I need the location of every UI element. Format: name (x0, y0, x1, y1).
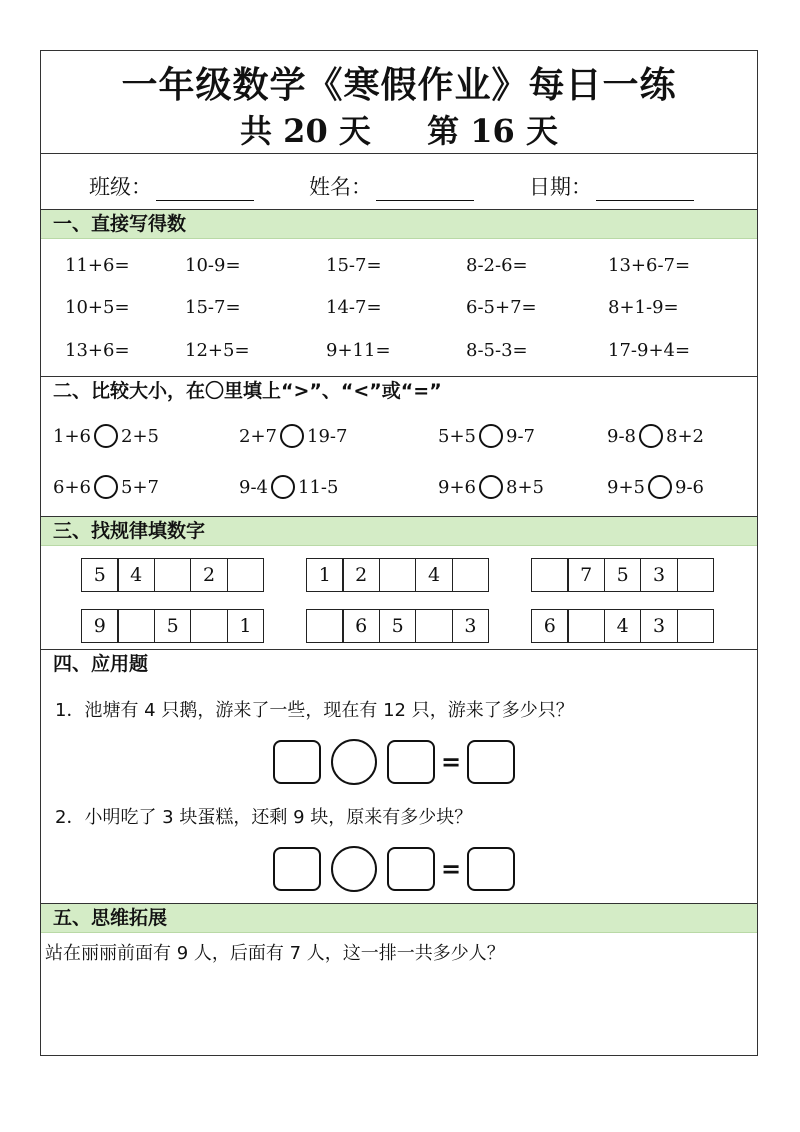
pattern-cell: 5 (154, 609, 192, 643)
pattern-cell: 4 (117, 558, 155, 592)
answer-box[interactable] (387, 740, 435, 784)
number-pattern-strip (531, 558, 714, 592)
answer-equation-2 (273, 846, 515, 892)
result-box[interactable] (467, 740, 515, 784)
compare-right: 9-6 (675, 476, 704, 498)
thinking-question: 站在丽丽前面有 9 人，后面有 7 人，这一排一共多少人？ (45, 943, 505, 964)
class-field (89, 171, 254, 201)
worksheet (40, 50, 758, 1056)
operator-circle[interactable] (331, 846, 377, 892)
compare-problem (607, 424, 704, 448)
compare-problem (438, 424, 535, 448)
pattern-cell[interactable] (415, 609, 453, 643)
pattern-cell: 1 (306, 558, 344, 592)
calc-problem: 8+1-9= (608, 297, 679, 318)
compare-problem (53, 424, 159, 448)
pattern-cell: 9 (81, 609, 119, 643)
name-blank[interactable] (376, 180, 474, 201)
pattern-cell: 3 (640, 609, 678, 643)
pattern-cell: 3 (452, 609, 490, 643)
pattern-cell[interactable] (531, 558, 569, 592)
compare-left: 1+6 (53, 425, 91, 447)
compare-right: 2+5 (121, 425, 159, 447)
compare-left: 5+5 (438, 425, 476, 447)
compare-problem (438, 475, 544, 499)
compare-right: 11-5 (298, 476, 339, 498)
calc-problem: 13+6= (65, 340, 130, 361)
compare-circle[interactable] (94, 424, 118, 448)
compare-right: 5+7 (121, 476, 159, 498)
compare-right: 8+2 (666, 425, 704, 447)
pattern-cell[interactable] (190, 609, 228, 643)
compare-left: 9-4 (239, 476, 268, 498)
compare-problem (607, 475, 704, 499)
name-field (309, 171, 474, 201)
compare-left: 6+6 (53, 476, 91, 498)
date-label: 日期： (529, 175, 592, 199)
calc-problem: 8-5-3= (466, 340, 528, 361)
calc-problem: 14-7= (326, 297, 382, 318)
compare-left: 9-8 (607, 425, 636, 447)
number-pattern-strip (306, 558, 489, 592)
pattern-cell: 5 (379, 609, 417, 643)
pattern-cell: 4 (604, 609, 642, 643)
date-blank[interactable] (596, 180, 694, 201)
date-field (529, 171, 694, 201)
compare-problem (53, 475, 159, 499)
answer-equation-1 (273, 739, 515, 785)
pattern-cell: 2 (342, 558, 380, 592)
calc-problem: 12+5= (185, 340, 250, 361)
result-box[interactable] (467, 847, 515, 891)
pattern-cell: 5 (81, 558, 119, 592)
operator-circle[interactable] (331, 739, 377, 785)
current-day: 第 16 天 (427, 112, 558, 150)
calc-problem: 8-2-6= (466, 255, 528, 276)
pattern-cell[interactable] (154, 558, 192, 592)
section-5-heading: 五、思维拓展 (41, 903, 757, 933)
compare-right: 8+5 (506, 476, 544, 498)
calc-problem: 11+6= (65, 255, 130, 276)
compare-circle[interactable] (648, 475, 672, 499)
pattern-cell[interactable] (677, 609, 715, 643)
student-info-row (41, 153, 757, 209)
answer-box[interactable] (273, 847, 321, 891)
compare-right: 9-7 (506, 425, 535, 447)
compare-circle[interactable] (280, 424, 304, 448)
title-block (41, 51, 757, 154)
pattern-cell: 2 (190, 558, 228, 592)
worksheet-title: 一年级数学《寒假作业》每日一练 (121, 65, 677, 106)
compare-left: 2+7 (239, 425, 277, 447)
number-pattern-strip (81, 609, 264, 643)
compare-circle[interactable] (94, 475, 118, 499)
compare-problem (239, 475, 338, 499)
pattern-cell[interactable] (452, 558, 490, 592)
calc-problem: 9+11= (326, 340, 391, 361)
calc-problem: 15-7= (185, 297, 241, 318)
total-days: 共 20 天 (240, 112, 371, 150)
word-problem-2: 2．小明吃了 3 块蛋糕，还剩 9 块，原来有多少块？ (55, 807, 473, 828)
compare-circle[interactable] (639, 424, 663, 448)
name-label: 姓名： (309, 175, 372, 199)
pattern-cell[interactable] (117, 609, 155, 643)
number-pattern-strip (81, 558, 264, 592)
pattern-cell[interactable] (227, 558, 265, 592)
calc-problem: 10-9= (185, 255, 241, 276)
pattern-cell: 3 (640, 558, 678, 592)
class-label: 班级： (89, 175, 152, 199)
section-1-heading: 一、直接写得数 (41, 209, 757, 239)
word-problem-1: 1．池塘有 4 只鹅，游来了一些，现在有 12 只，游来了多少只？ (55, 700, 574, 721)
compare-problem (239, 424, 347, 448)
compare-left: 9+6 (438, 476, 476, 498)
section-3-heading: 三、找规律填数字 (41, 516, 757, 546)
calc-problem: 15-7= (326, 255, 382, 276)
calc-problem: 13+6-7= (608, 255, 691, 276)
answer-box[interactable] (273, 740, 321, 784)
pattern-cell: 1 (227, 609, 265, 643)
equals-sign: = (441, 748, 462, 776)
section-4-heading: 四、应用题 (41, 649, 757, 679)
calc-problem: 17-9+4= (608, 340, 691, 361)
number-pattern-strip (531, 609, 714, 643)
pattern-cell: 4 (415, 558, 453, 592)
pattern-cell[interactable] (677, 558, 715, 592)
class-blank[interactable] (156, 180, 254, 201)
calc-problem: 10+5= (65, 297, 130, 318)
compare-right: 19-7 (307, 425, 348, 447)
pattern-cell: 5 (604, 558, 642, 592)
pattern-cell[interactable] (567, 609, 605, 643)
compare-circle[interactable] (479, 475, 503, 499)
calc-problem: 6-5+7= (466, 297, 537, 318)
answer-box[interactable] (387, 847, 435, 891)
pattern-cell: 6 (531, 609, 569, 643)
pattern-cell: 6 (342, 609, 380, 643)
pattern-cell[interactable] (379, 558, 417, 592)
compare-circle[interactable] (271, 475, 295, 499)
equals-sign: = (441, 855, 462, 883)
pattern-cell[interactable] (306, 609, 344, 643)
pattern-cell: 7 (567, 558, 605, 592)
day-counter (41, 106, 757, 152)
compare-left: 9+5 (607, 476, 645, 498)
compare-circle[interactable] (479, 424, 503, 448)
section-2-heading: 二、比较大小，在〇里填上“>”、“<”或“=” (41, 376, 757, 406)
number-pattern-strip (306, 609, 489, 643)
